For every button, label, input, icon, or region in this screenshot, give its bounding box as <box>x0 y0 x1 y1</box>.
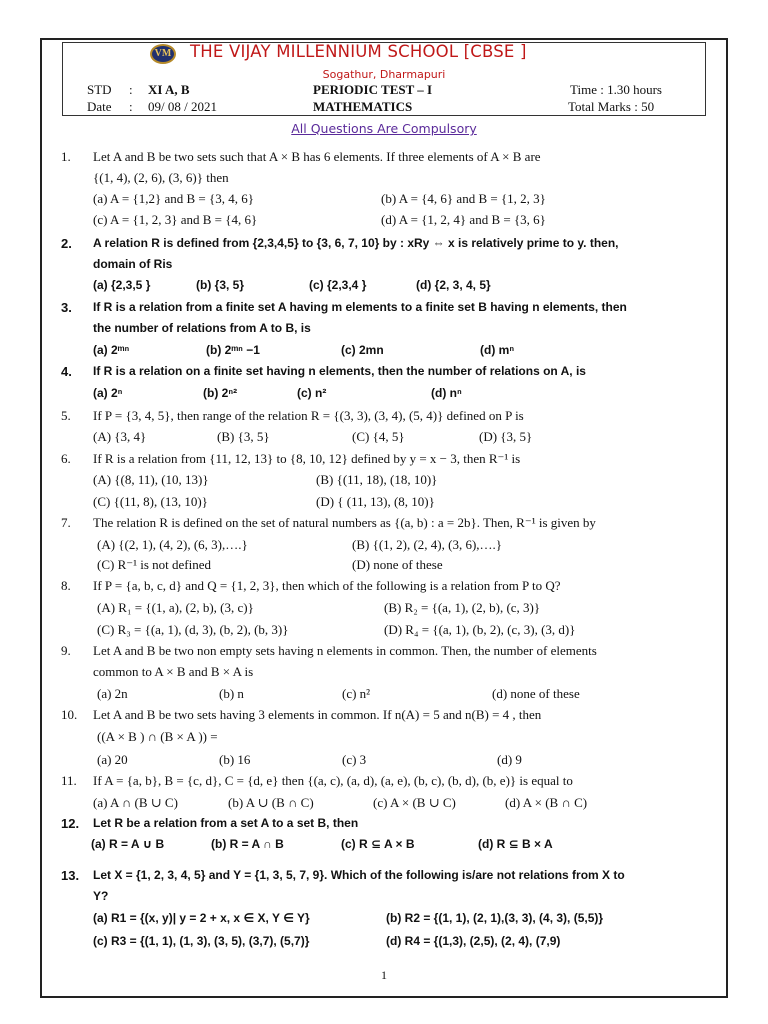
option: (A) {3, 4} <box>93 429 147 444</box>
option: (d) R ⊆ B × A <box>478 837 553 851</box>
question-text: If R is a relation on a finite set having n elements, then the number of relations on A, is <box>93 364 586 378</box>
question-text: If R is a relation from a finite set A having m elements to a finite set B having n elements, then <box>93 300 627 314</box>
std-value: XI A, B <box>148 82 190 97</box>
option: (b) {3, 5} <box>196 278 245 292</box>
option: (D) none of these <box>352 557 443 572</box>
option: (b) 2ᵐⁿ −1 <box>206 343 260 357</box>
option: (A) {(8, 11), (10, 13)} <box>93 472 209 487</box>
question-number: 5. <box>61 408 71 423</box>
question-text: Let R be a relation from a set A to a set B, then <box>93 816 359 830</box>
question-number: 6. <box>61 451 71 466</box>
school-name: THE VIJAY MILLENNIUM SCHOOL [CBSE ] <box>190 42 527 61</box>
test-name: PERIODIC TEST – I <box>313 82 433 97</box>
question-text: Let A and B be two non empty sets having n elements in common. Then, the number of elements <box>93 643 597 658</box>
question-number: 8. <box>61 578 71 593</box>
date-label: Date <box>87 99 112 114</box>
question-text: {(1, 4), (2, 6), (3, 6)} then <box>93 170 229 185</box>
question-number: 11. <box>61 773 77 788</box>
option: (d) 9 <box>497 752 522 767</box>
std-colon: : <box>129 82 133 97</box>
total-marks: Total Marks : 50 <box>568 99 655 114</box>
option: (b) R = A ∩ B <box>211 837 284 851</box>
option: (d) A = {1, 2, 4} and B = {3, 6} <box>381 212 546 227</box>
question-text: ((A × B ) ∩ (B × A )) = <box>97 729 218 744</box>
school-location: Sogathur, Dharmapuri <box>322 68 446 81</box>
option: (b) n <box>219 686 244 701</box>
question-text: domain of Ris <box>93 257 173 271</box>
question-text: the number of relations from A to B, is <box>93 321 311 335</box>
option: (b) A = {4, 6} and B = {1, 2, 3} <box>381 191 546 206</box>
question-text: common to A × B and B × A is <box>93 664 254 679</box>
option: (a) 20 <box>97 752 128 767</box>
question-number: 4. <box>61 364 72 379</box>
option: (a) A = {1,2} and B = {3, 4, 6} <box>93 191 254 206</box>
option: (C) R⁻¹ is not defined <box>97 557 212 572</box>
question-text: If A = {a, b}, B = {c, d}, C = {d, e} then {(a, c), (a, d), (a, e), (b, c), (b, d), (b, e)} is equal to <box>93 773 573 788</box>
option: (B) {(11, 18), (18, 10)} <box>316 472 438 487</box>
date-value: 09/ 08 / 2021 <box>148 99 217 114</box>
option: (A) {(2, 1), (4, 2), (6, 3),….} <box>97 537 248 552</box>
exam-time: Time : 1.30 hours <box>570 82 662 97</box>
option: (a) R1 = {(x, y)| y = 2 + x, x ∈ X, Y ∈ Y} <box>93 911 310 925</box>
question-text: A relation R is defined from {2,3,4,5} to {3, 6, 7, 10} by : xRy ⇔ x is relatively prime to y. then, <box>93 236 619 250</box>
option: (a) 2ᵐⁿ <box>93 343 130 357</box>
option: (a) 2n <box>97 686 128 701</box>
option: (D) { (11, 13), (8, 10)} <box>316 494 435 509</box>
option: (c) {2,3,4 } <box>309 278 367 292</box>
school-logo-icon: VM <box>150 44 176 64</box>
option: (D) R₄ = {(a, 1), (b, 2), (c, 3), (3, d)} <box>384 622 576 637</box>
option: (d) nⁿ <box>431 386 462 400</box>
question-text: The relation R is defined on the set of natural numbers as {(a, b) : a = 2b}. Then, R⁻¹ is given by <box>93 515 596 530</box>
option: (A) R₁ = {(1, a), (2, b), (3, c)} <box>97 600 254 615</box>
option: (c) R3 = {(1, 1), (1, 3), (3, 5), (3,7), (5,7)} <box>93 934 310 948</box>
option: (c) n² <box>297 386 327 400</box>
option: (a) R = A ∪ B <box>91 837 165 851</box>
option: (C) {4, 5} <box>352 429 405 444</box>
option: (C) {(11, 8), (13, 10)} <box>93 494 208 509</box>
option: (c) n² <box>342 686 371 701</box>
question-text: Let A and B be two sets having 3 elements in common. If n(A) = 5 and n(B) = 4 , then <box>93 707 542 722</box>
question-number: 12. <box>61 816 80 831</box>
instruction: All Questions Are Compulsory <box>291 121 477 136</box>
question-number: 10. <box>61 707 78 722</box>
question-text: Y? <box>93 889 109 903</box>
option: (b) 2ⁿ² <box>203 386 238 400</box>
option: (a) 2ⁿ <box>93 386 123 400</box>
question-text: If R is a relation from {11, 12, 13} to {8, 10, 12} defined by y = x − 3, then R⁻¹ is <box>93 451 521 466</box>
subject: MATHEMATICS <box>313 99 413 114</box>
question-text: Let X = {1, 2, 3, 4, 5} and Y = {1, 3, 5, 7, 9}. Which of the following is/are not relations from X to <box>93 868 625 882</box>
question-text: Let A and B be two sets such that A × B has 6 elements. If three elements of A × B are <box>93 149 541 164</box>
option: (c) A × (B ∪ C) <box>373 795 456 810</box>
option: (B) {(1, 2), (2, 4), (3, 6),….} <box>352 537 503 552</box>
option: (c) 3 <box>342 752 367 767</box>
question-text: If P = {a, b, c, d} and Q = {1, 2, 3}, then which of the following is a relation from P to Q? <box>93 578 561 593</box>
std-label: STD <box>87 82 112 97</box>
question-number: 9. <box>61 643 71 658</box>
option: (C) R₃ = {(a, 1), (d, 3), (b, 2), (b, 3)} <box>97 622 289 637</box>
question-text: If P = {3, 4, 5}, then range of the relation R = {(3, 3), (3, 4), (5, 4)} defined on P is <box>93 408 524 423</box>
option: (b) R2 = {(1, 1), (2, 1),(3, 3), (4, 3), (5,5)} <box>386 911 604 925</box>
option: (d) {2, 3, 4, 5} <box>416 278 491 292</box>
option: (c) A = {1, 2, 3} and B = {4, 6} <box>93 212 258 227</box>
option: (b) 16 <box>219 752 251 767</box>
question-number: 7. <box>61 515 71 530</box>
option: (b) A ∪ (B ∩ C) <box>228 795 314 810</box>
date-colon: : <box>129 99 133 114</box>
option: (d) mⁿ <box>480 343 515 357</box>
option: (a) A ∩ (B ∪ C) <box>93 795 178 810</box>
question-number: 2. <box>61 236 72 251</box>
option: (B) {3, 5} <box>217 429 270 444</box>
question-number: 3. <box>61 300 72 315</box>
option: (a) {2,3,5 } <box>93 278 151 292</box>
page-number: 1 <box>381 968 387 982</box>
option: (D) {3, 5} <box>479 429 533 444</box>
option: (d) A × (B ∩ C) <box>505 795 588 810</box>
option: (d) R4 = {(1,3), (2,5), (2, 4), (7,9) <box>386 934 561 948</box>
option: (B) R₂ = {(a, 1), (2, b), (c, 3)} <box>384 600 541 615</box>
option: (d) none of these <box>492 686 580 701</box>
question-number: 1. <box>61 149 71 164</box>
option: (c) R ⊆ A × B <box>341 837 415 851</box>
question-number: 13. <box>61 868 80 883</box>
option: (c) 2mn <box>341 343 384 357</box>
